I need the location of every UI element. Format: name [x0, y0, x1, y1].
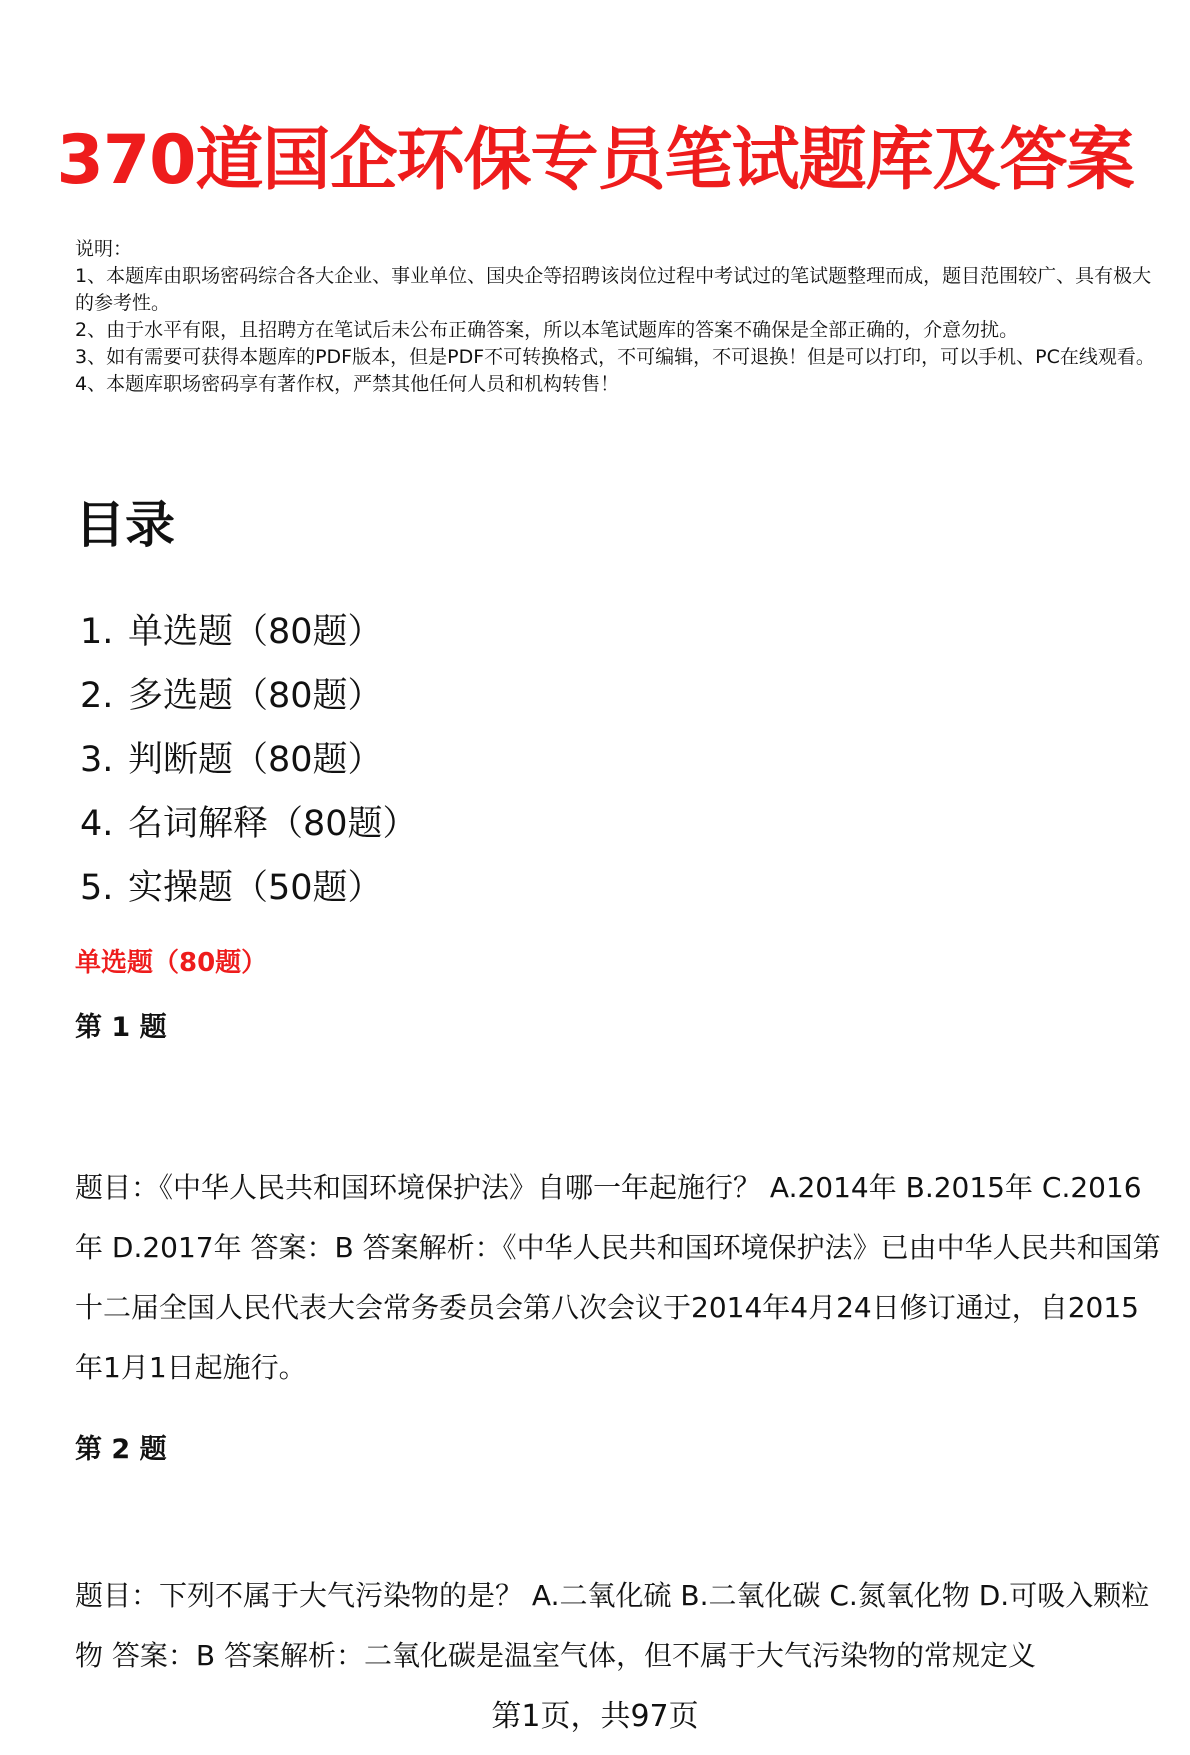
toc-item[interactable]	[80, 856, 418, 920]
toc-item-number: 3.	[80, 740, 114, 780]
document-title: 370道国企环保专员笔试题库及答案	[56, 121, 1134, 200]
toc-heading: 目录	[75, 496, 175, 554]
notes-block	[75, 236, 1160, 398]
toc-item-label: 判断题（80题）	[128, 740, 383, 780]
toc-item-number: 2.	[80, 676, 114, 716]
toc-item-number: 5.	[80, 868, 114, 908]
toc-item[interactable]	[80, 792, 418, 856]
question-text: 题目：下列不属于大气污染物的是？ A.二氧化硫 B.二氧化碳 C.氮氧化物 D.可吸入颗粒物 答案：B 答案解析：二氧化碳是温室气体，但不属于大气污染物的常规定义	[75, 1579, 1150, 1672]
toc-item[interactable]	[80, 728, 418, 792]
toc-item-label: 实操题（50题）	[128, 868, 383, 908]
toc-item-number: 1.	[80, 612, 114, 652]
note-item: 3、如有需要可获得本题库的PDF版本，但是PDF不可转换格式，不可编辑，不可退换！但是可以打印，可以手机、PC在线观看。	[75, 346, 1155, 368]
note-item: 2、由于水平有限，且招聘方在笔试后未公布正确答案，所以本笔试题库的答案不确保是全部正确的，介意勿扰。	[75, 319, 1019, 341]
notes-label: 说明：	[75, 238, 133, 260]
note-item: 1、本题库由职场密码综合各大企业、事业单位、国央企等招聘该岗位过程中考试过的笔试题整理而成，题目范围较广、具有极大的参考性。	[75, 265, 1152, 314]
toc-item-label: 多选题（80题）	[128, 676, 383, 716]
toc-item-label: 名词解释（80题）	[128, 804, 418, 844]
note-item: 4、本题库职场密码享有著作权，严禁其他任何人员和机构转售！	[75, 373, 620, 395]
question-heading: 第 1 题	[75, 1012, 167, 1043]
question-heading: 第 2 题	[75, 1434, 167, 1465]
section-title: 单选题（80题）	[75, 948, 268, 978]
table-of-contents	[80, 600, 418, 920]
toc-item-label: 单选题（80题）	[128, 612, 383, 652]
toc-item-number: 4.	[80, 804, 114, 844]
page-footer: 第1页，共97页	[491, 1699, 699, 1734]
question-text: 题目：《中华人民共和国环境保护法》自哪一年起施行？ A.2014年 B.2015年 C.2016年 D.2017年 答案：B 答案解析：《中华人民共和国环境保护法》已由中华人民共和国第十二届全国人民代表大会常务委员会第八次会议于2014年4月24日修订通过，自2015年1月1日起施行。	[75, 1171, 1161, 1384]
toc-item[interactable]	[80, 664, 418, 728]
toc-item[interactable]	[80, 600, 418, 664]
